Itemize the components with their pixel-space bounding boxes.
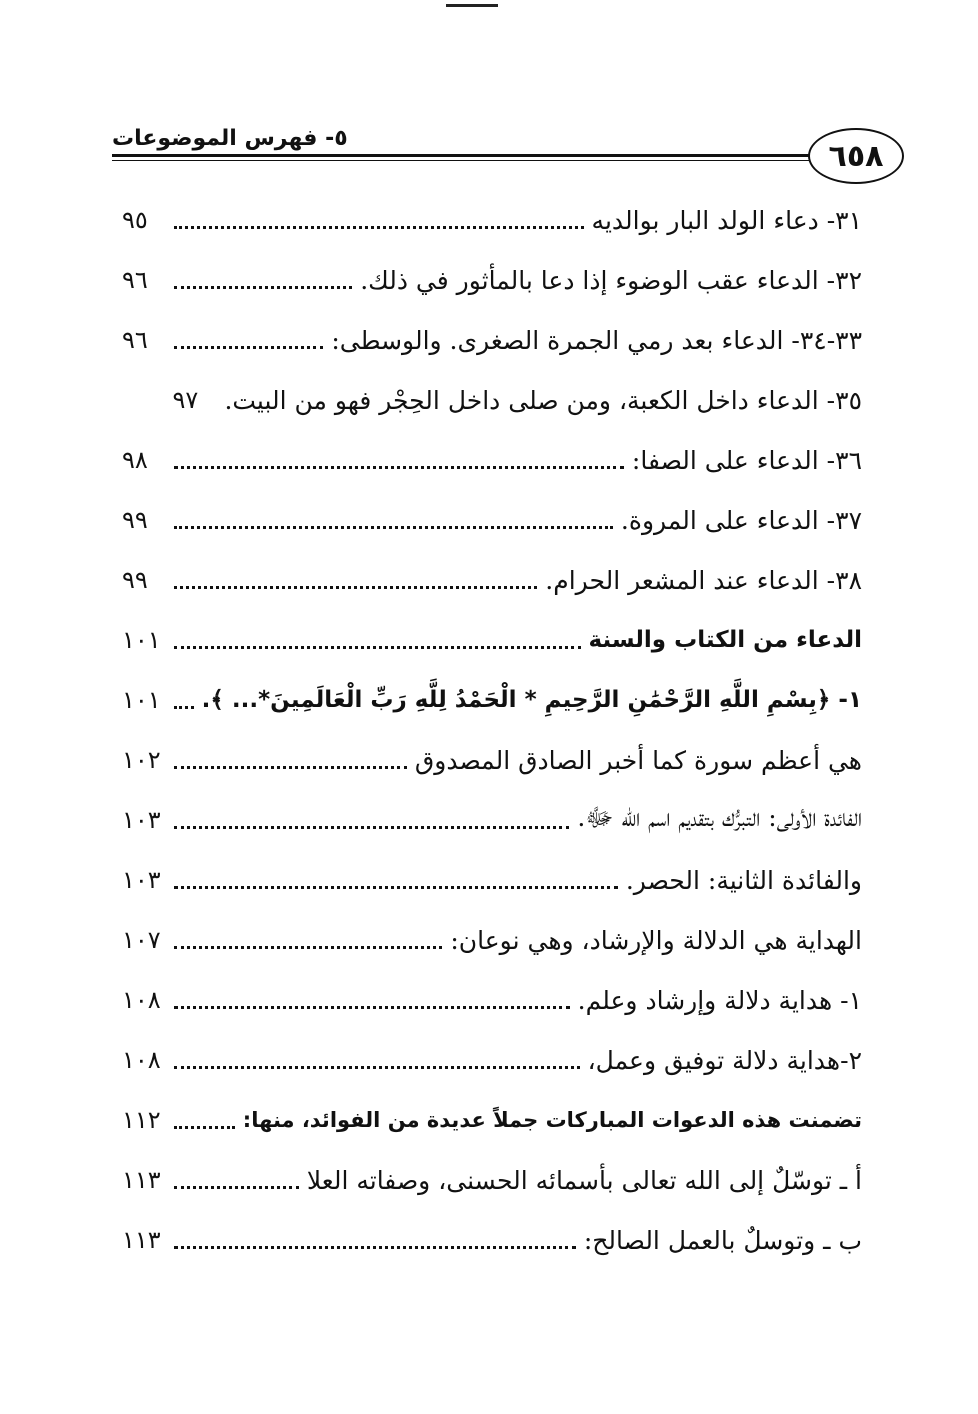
dot-leader (174, 284, 352, 289)
entry-page: ١٠١ (122, 626, 161, 654)
entry-title: الهداية هي الدلالة والإرشاد، وهي نوعان: (450, 925, 862, 955)
entry-page: ٩٩ (122, 506, 148, 534)
entry-page: ١١٢ (122, 1106, 161, 1134)
toc-entry (122, 1210, 862, 1270)
toc-entry (122, 1090, 862, 1150)
entry-page: ١٠٧ (122, 926, 161, 954)
page-number: ٦٥٨ (808, 128, 904, 184)
toc-entry (122, 550, 862, 610)
header-rule (112, 154, 810, 157)
toc-entry (122, 490, 862, 550)
entry-title: ٣٥- الدعاء داخل الكعبة، ومن صلى داخل الحِجْر فهو من البيت. (224, 385, 862, 415)
entry-title: ب ـ وتوسلٌ بالعمل الصالح: (583, 1225, 862, 1255)
entry-page: ١١٣ (122, 1226, 161, 1254)
entry-title: ١- هداية دلالة وإرشاد وعلم. (577, 985, 862, 1015)
entry-title: ٢-هداية دلالة توفيق وعمل، (587, 1045, 862, 1075)
toc-entry (122, 730, 862, 790)
top-divider-mark (446, 4, 498, 7)
dot-leader (174, 824, 569, 829)
dot-leader (174, 1124, 235, 1129)
page-header (112, 118, 902, 188)
toc-entry (122, 790, 862, 850)
toc-entry (122, 1030, 862, 1090)
dot-leader (174, 704, 194, 709)
entry-title: ٣٦- الدعاء على الصفا: (631, 445, 862, 475)
entry-title: ٣١- دعاء الولد البار بوالديه (591, 205, 862, 235)
toc-entry (122, 970, 862, 1030)
entry-title: تضمنت هذه الدعوات المباركات جملاً عديدة من الفوائد، منها: (242, 1108, 862, 1132)
entry-title: ٣٣-٣٤- الدعاء بعد رمي الجمرة الصغرى. والوسطى: (331, 325, 862, 355)
toc-entry (122, 850, 862, 910)
entry-title: أ ـ توسّلٌ إلى الله تعالى بأسمائه الحسنى، وصفاته العلا (306, 1165, 862, 1195)
toc-section-heading (122, 610, 862, 670)
dot-leader (174, 1004, 570, 1009)
entry-title: الفائدة الأولى: التبرُّك بتقديم اسم الله ﷻ. (577, 802, 862, 832)
entry-page: ٩٨ (122, 446, 148, 474)
entry-page: ١٠٣ (122, 806, 161, 834)
section-title: ٥- فهرس الموضوعات (112, 126, 348, 151)
dot-leader (174, 884, 618, 889)
entry-title: هي أعظم سورة كما أخبر الصادق المصدوق (414, 745, 862, 775)
dot-leader (174, 1244, 576, 1249)
dot-leader (174, 1184, 299, 1189)
toc-entry (122, 250, 862, 310)
entry-page: ١١٣ (122, 1166, 161, 1194)
dot-leader (174, 524, 613, 529)
toc-entry (122, 670, 862, 730)
dot-leader (174, 1064, 580, 1069)
entry-page: ١٠١ (122, 686, 161, 714)
dot-leader (174, 224, 584, 229)
entry-page: ٩٦ (122, 326, 148, 354)
table-of-contents (122, 190, 862, 1270)
dot-leader (174, 464, 624, 469)
entry-page: ٩٦ (122, 266, 148, 294)
entry-title: ٣٢- الدعاء عقب الوضوء إذا دعا بالمأثور في ذلك. (360, 265, 862, 295)
toc-entry (122, 310, 862, 370)
entry-title: ١- ﴿بِسْمِ اللَّهِ الرَّحْمَٰنِ الرَّحِيمِ * الْحَمْدُ لِلَّهِ رَبِّ الْعَالَمِينَ*... ﴾. (201, 687, 862, 713)
dot-leader (174, 644, 581, 649)
toc-entry (122, 910, 862, 970)
entry-page: ١٠٨ (122, 1046, 161, 1074)
entry-title: ٣٨- الدعاء عند المشعر الحرام. (545, 565, 862, 595)
toc-entry (122, 370, 862, 430)
entry-page: ١٠٨ (122, 986, 161, 1014)
toc-entry (122, 190, 862, 250)
dot-leader (174, 344, 323, 349)
entry-page: ٩٧ (172, 386, 199, 414)
header-rule-thin (112, 160, 810, 161)
toc-entry (122, 430, 862, 490)
entry-page: ١٠٢ (122, 746, 161, 774)
entry-title: ٣٧- الدعاء على المروة. (620, 505, 862, 535)
entry-page: ١٠٣ (122, 866, 161, 894)
dot-leader (174, 944, 442, 949)
toc-entry (122, 1150, 862, 1210)
entry-page: ٩٩ (122, 566, 148, 594)
dot-leader (174, 764, 407, 769)
entry-title: والفائدة الثانية: الحصر. (625, 865, 862, 895)
dot-leader (174, 584, 537, 589)
entry-page: ٩٥ (122, 206, 148, 234)
entry-title: الدعاء من الكتاب والسنة (588, 627, 862, 653)
